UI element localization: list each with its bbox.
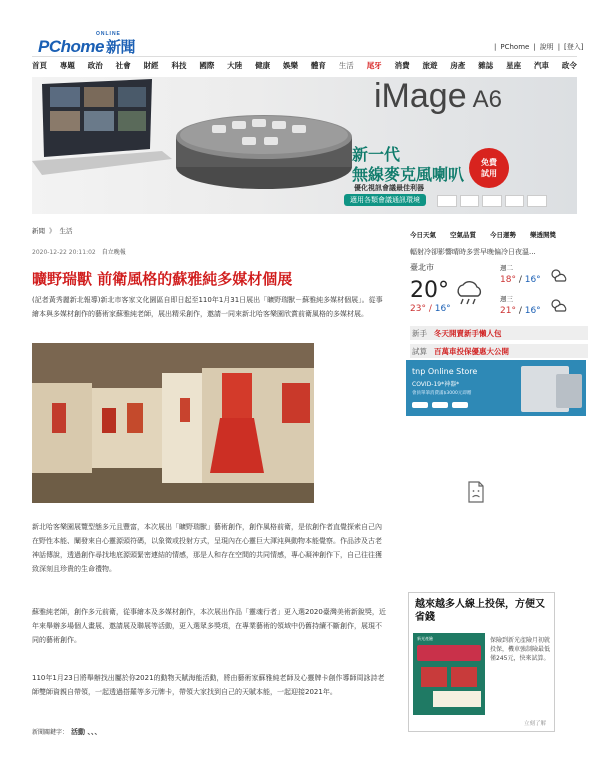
insurance-ad-body: 保險到新光產險月初就投保，機車強制險最低僅245元，快來試算。 xyxy=(490,637,551,662)
insurance-ad-heading: 越來越多人線上投保，方便又省錢 xyxy=(415,599,545,623)
nav-item[interactable]: 國際 xyxy=(199,61,215,70)
breadcrumb-sep: 》 xyxy=(49,227,56,235)
forecast-day2-range: 21° / 16° xyxy=(500,306,541,316)
main-nav xyxy=(32,60,577,76)
nav-item[interactable]: 雜誌 xyxy=(478,61,494,70)
nav-item[interactable]: 政令 xyxy=(561,61,577,70)
nav-item[interactable]: 健康 xyxy=(255,61,271,70)
weather-city[interactable]: 臺北市 xyxy=(410,263,434,272)
ad-banner[interactable] xyxy=(32,77,577,214)
nav-item[interactable]: 體育 xyxy=(310,61,326,70)
breadcrumb-news[interactable]: 新聞 xyxy=(32,227,45,235)
promo-newbie[interactable]: 新手 冬天開賣新手懶人包 xyxy=(410,326,588,340)
article-paragraph-2: 蘇雅純老師，創作多元前衛，從事繪本及多媒材創作，本次展出作品「靈魂行者」更入選2020臺灣美術新銳獎，近年來舉辦多場個人畫展、邀請展及聯展等活動，更入選眾多獎項，在專業藝術的領域中仍舊持續不斷創作，展現不同的藝術創作。 xyxy=(32,608,386,644)
nav-item[interactable]: 首頁 xyxy=(32,61,47,70)
forecast-day1-range: 18° / 16° xyxy=(500,275,541,285)
forecast-day2: 週三 xyxy=(500,295,513,303)
ad-line4: 適用各類會議通訊環境 xyxy=(344,194,426,206)
forecast-day1: 週二 xyxy=(500,264,513,272)
tab-air-quality[interactable]: 空氣品質 xyxy=(450,231,476,239)
partly-cloudy-icon xyxy=(548,266,568,284)
nav-item[interactable]: 旅遊 xyxy=(422,61,438,70)
nav-item[interactable]: 政治 xyxy=(87,61,103,70)
nav-item[interactable]: 財經 xyxy=(143,61,159,70)
free-trial-badge[interactable]: 免費 試用 xyxy=(469,148,509,188)
promo-calc[interactable]: 試算 百萬車投保優惠大公開 xyxy=(410,344,588,358)
tnp-small: 會員單筆消費滿$3000元即贈 xyxy=(412,391,472,396)
ad-brand: iMage A6 xyxy=(374,77,502,115)
nav-item[interactable]: 專題 xyxy=(59,61,75,70)
tnp-title: tnp Online Store xyxy=(412,367,478,376)
tab-weather[interactable]: 今日天氣 xyxy=(410,231,436,239)
article-datetime: 2020-12-22 20:11:02 xyxy=(32,249,96,256)
ad-line2: 無線麥克風喇叭 xyxy=(352,165,465,184)
speaker-image xyxy=(172,97,357,192)
insurance-ad-image: 新光產險 xyxy=(413,633,485,715)
tab-horoscope[interactable]: 今日運勢 xyxy=(490,231,516,239)
article-paragraph-3: 110年1月23日將舉辦找出屬於你2021的動物天賦海能活動，將由藝術家蘇雅純老師及心靈牌卡創作導師周詠詩老師雙師資親自帶領，一起透過搭羅等多元牌卡，帶領大家找到自己的天賦本能，一起迎接2021年。 xyxy=(32,674,385,696)
broken-image-icon xyxy=(466,481,486,503)
article-meta xyxy=(32,247,126,256)
top-link-help[interactable]: 說明 xyxy=(539,43,554,51)
sidebar-tabs xyxy=(410,230,585,239)
breadcrumb xyxy=(32,226,77,235)
nav-item-highlight[interactable]: 尾牙 xyxy=(366,61,382,70)
tnp-subtitle: COVID-19*神器* xyxy=(412,381,460,388)
nav-item[interactable]: 房產 xyxy=(450,61,466,70)
tab-lottery[interactable]: 樂透開獎 xyxy=(530,231,556,239)
nav-item[interactable]: 星座 xyxy=(506,61,522,70)
nav-item[interactable]: 科技 xyxy=(171,61,187,70)
breadcrumb-life[interactable]: 生活 xyxy=(59,227,73,235)
nav-item-active[interactable]: 生活 xyxy=(338,61,354,70)
top-link-login[interactable]: [登入] xyxy=(564,43,584,51)
rain-cloud-icon xyxy=(453,280,485,306)
partly-cloudy-icon xyxy=(548,296,568,314)
tags-value[interactable]: 活動 、、、 xyxy=(71,728,102,736)
top-links: | PChome | 說明 | [登入] xyxy=(494,43,584,51)
tags-label: 新聞關鍵字： xyxy=(32,729,69,736)
nav-item[interactable]: 消費 xyxy=(394,61,410,70)
weather-current-temp: 20° xyxy=(410,278,449,303)
insurance-ad[interactable] xyxy=(408,592,555,732)
weather-headline[interactable]: 輻射冷卻影響晴時多雲早晚偏冷日夜溫... xyxy=(410,248,536,256)
nav-item[interactable]: 社會 xyxy=(115,61,131,70)
ad-partner-logos xyxy=(437,195,547,207)
nav-item[interactable]: 汽車 xyxy=(534,61,550,70)
article-paragraph-1: 新北哈客樂園展覽型態多元且豐富，本次展出「曠野瑞獸」藝術創作，創作風格前衛，是依創作者直覺探索自己內在野性本能、闡發來自心靈源頭符碼，以象徵或投射方式，呈現內在心靈巨大渾沌與動物本能覺察。作品涉及古老神話傳說，透過創作尋找地底源頭緊密連結的情感，那是人和存在空間的共同情感，專心凝神創作下，自己往往獲致深刻且珍貴的生命禮物。 xyxy=(32,523,382,573)
tnp-buttons xyxy=(412,402,468,408)
weather-range: 23° / 16° xyxy=(410,304,451,314)
nav-item[interactable]: 娛樂 xyxy=(283,61,299,70)
tnp-store-ad[interactable] xyxy=(406,360,586,416)
ad-line1: 新一代 xyxy=(352,145,401,164)
exhibition-photo xyxy=(32,343,314,503)
tnp-product-image-2 xyxy=(556,374,582,408)
laptop-image xyxy=(32,79,172,179)
logo-main-text: PChome xyxy=(38,37,104,56)
logo-online-text: ONLINE xyxy=(96,31,121,37)
article-title: 曠野瑞獸 前衛風格的蘇雅純多媒材個展 xyxy=(32,270,293,288)
nav-item[interactable]: 大陸 xyxy=(227,61,243,70)
ad-line3: 優化視訊會議最佳利器 xyxy=(354,184,424,192)
insurance-ad-more[interactable]: 立刻了解 xyxy=(523,721,546,727)
article-source[interactable]: 自立晚報 xyxy=(101,249,126,256)
header-divider xyxy=(32,56,577,57)
site-logo[interactable] xyxy=(38,31,135,57)
top-link-pchome[interactable]: PChome xyxy=(500,43,530,51)
article-lead: (記者黃秀麗新北報導)新北市客家文化園區自即日起至110年1月31日展出「曠野瑞獸－蘇雅純多媒材個展」。從事繪本與多媒材創作的藝術家蘇雅純老師，展出精采創作，邀請一同來新北哈客樂園欣賞前衛風格的多媒材展。 xyxy=(32,296,383,318)
logo-news-text: 新聞 xyxy=(105,39,135,56)
article-tags xyxy=(32,727,101,737)
